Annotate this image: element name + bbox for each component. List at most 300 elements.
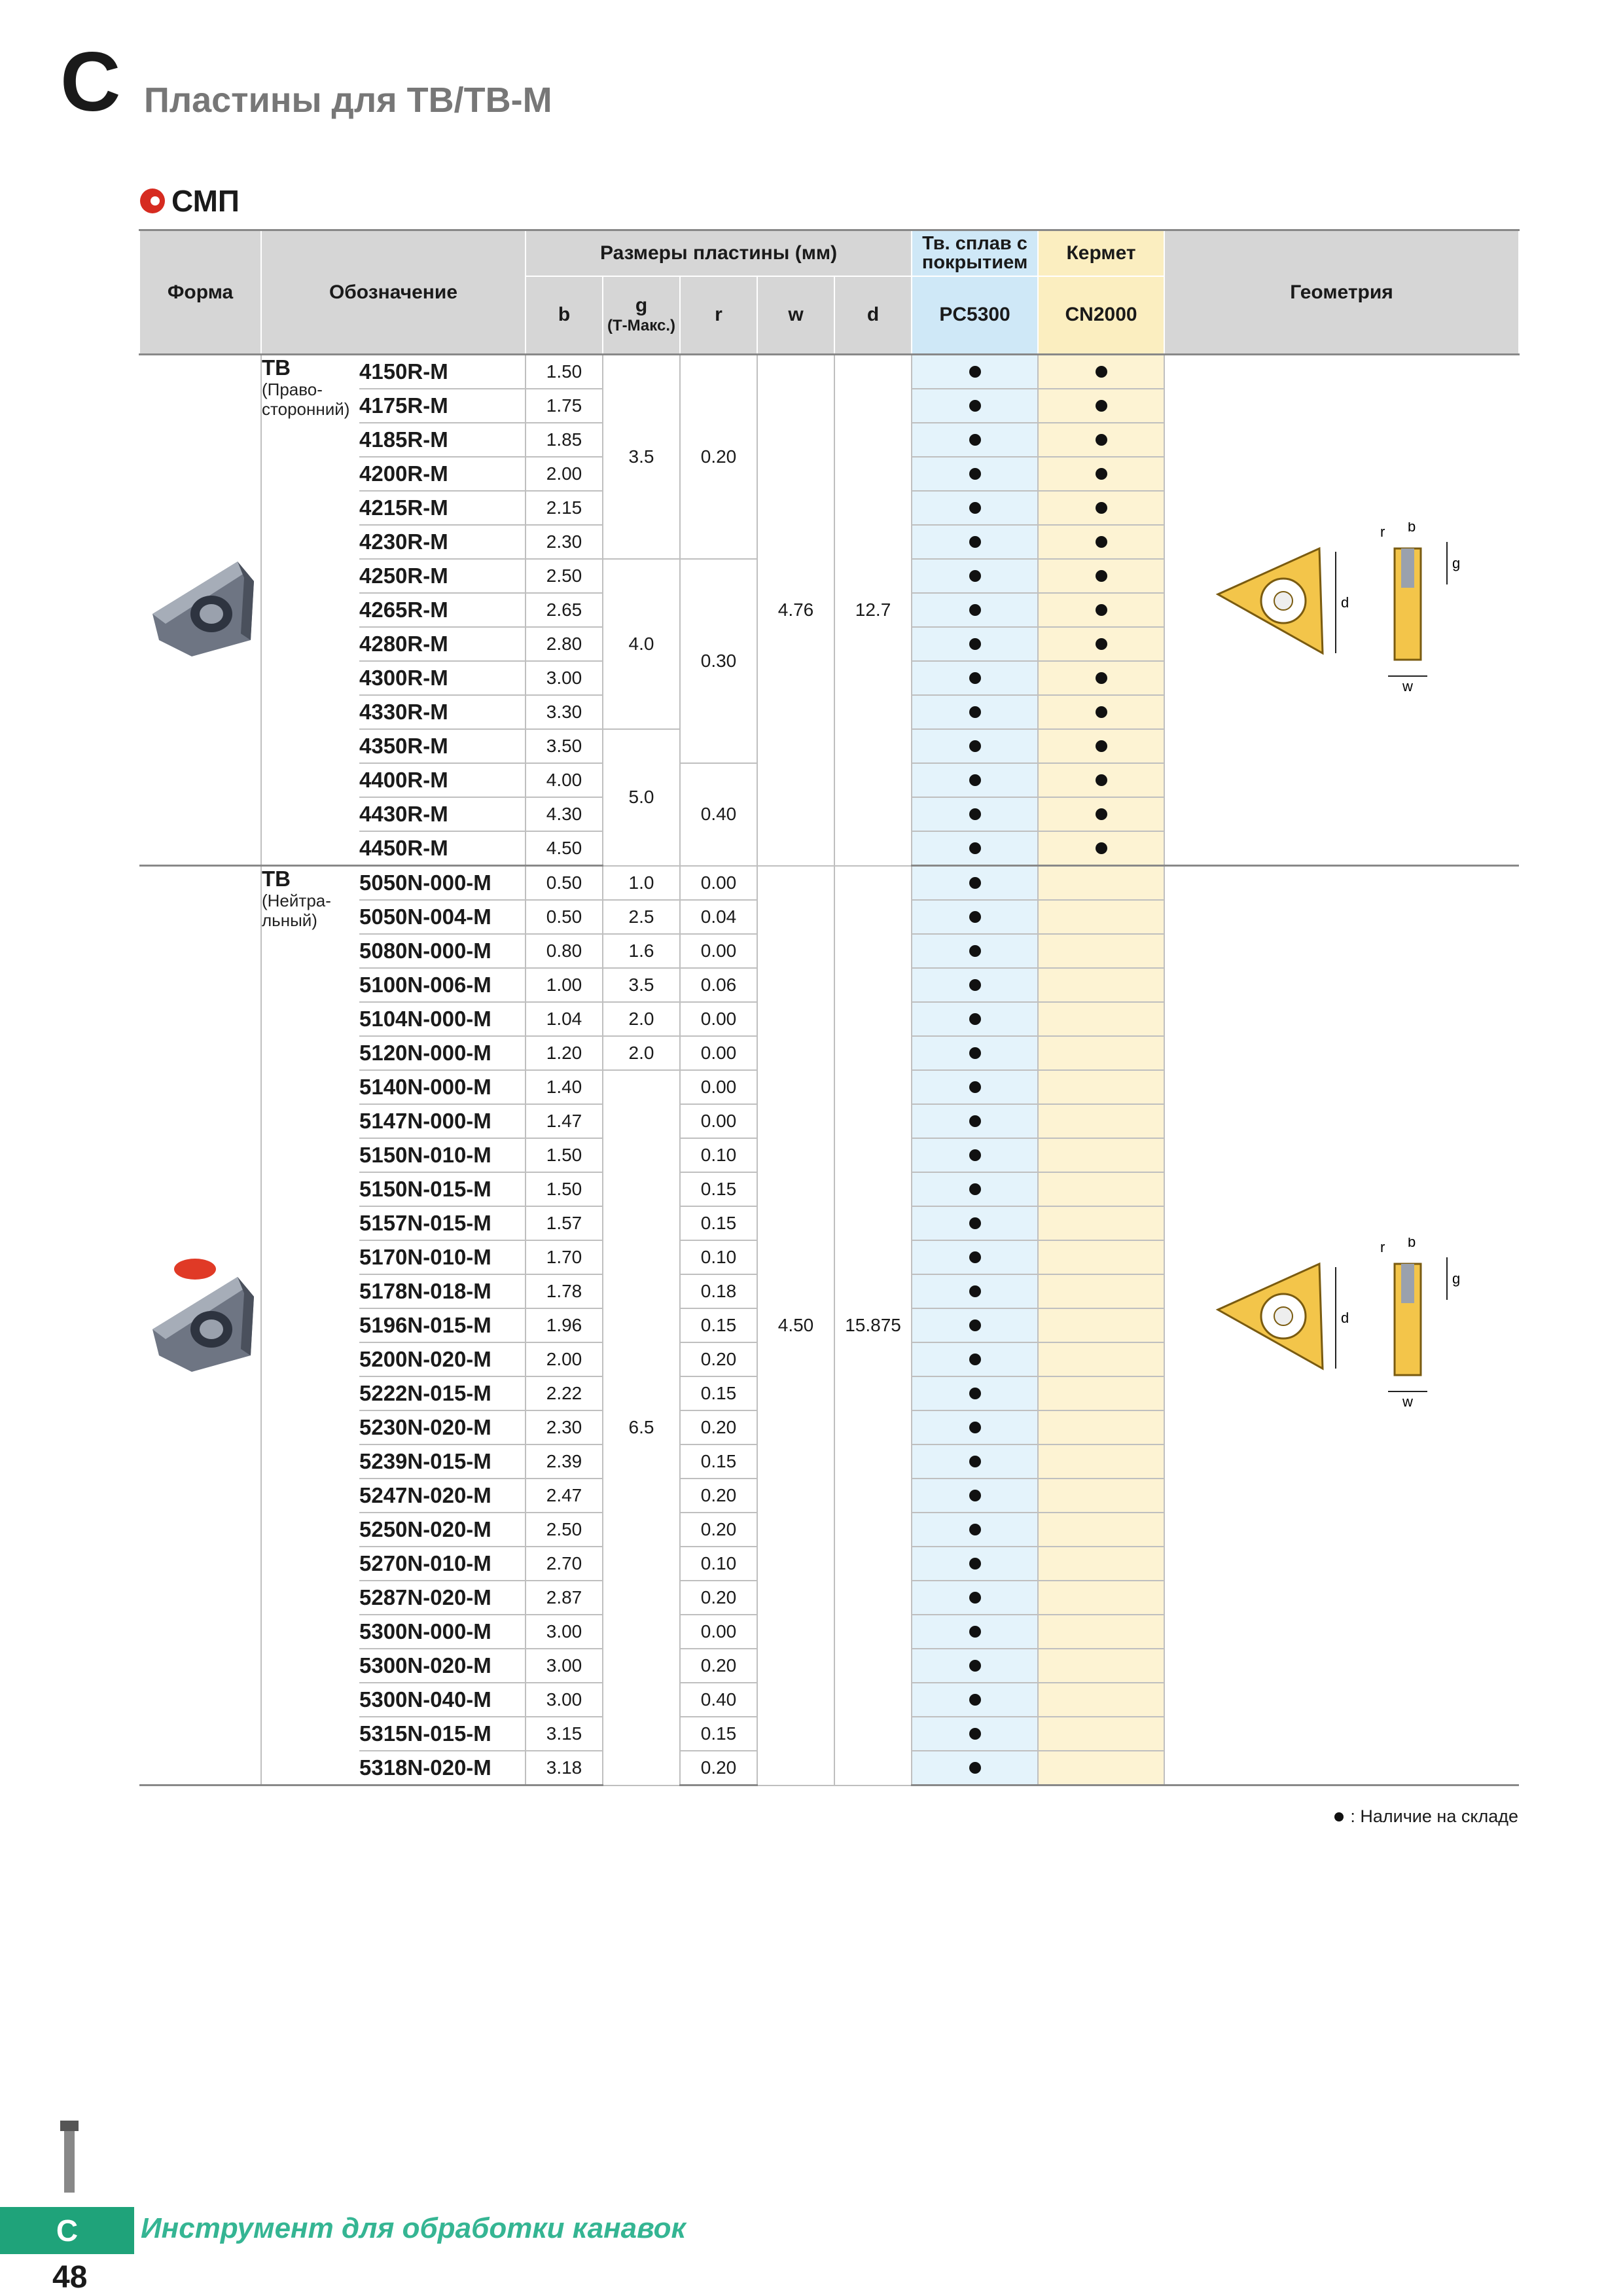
stock-dot-icon (1096, 740, 1107, 752)
code-cell: 4300R-M (359, 661, 526, 695)
stock-dot-icon (1096, 774, 1107, 786)
code-cell: 4400R-M (359, 763, 526, 797)
g-cell: 3.5 (603, 355, 680, 560)
b-cell: 1.47 (526, 1104, 603, 1138)
code-cell: 4430R-M (359, 797, 526, 831)
legend (1334, 1806, 1518, 1827)
g-cell: 2.0 (603, 1036, 680, 1070)
stock-dot-icon (969, 1660, 981, 1672)
b-cell: 0.50 (526, 866, 603, 901)
stock-cn (1038, 1104, 1164, 1138)
header-d: d (834, 276, 912, 355)
r-cell: 0.20 (680, 1479, 757, 1513)
stock-cn (1038, 1751, 1164, 1785)
b-cell: 2.15 (526, 491, 603, 525)
stock-cn (1038, 1410, 1164, 1444)
b-cell: 3.15 (526, 1717, 603, 1751)
stock-dot-icon (1334, 1812, 1344, 1821)
insert-icon (140, 188, 165, 213)
stock-dot-icon (969, 945, 981, 957)
r-cell: 0.06 (680, 968, 757, 1002)
header-grade-cn: CN2000 (1038, 276, 1164, 355)
geometry-diagram (1205, 1238, 1480, 1408)
stock-dot-icon (1096, 502, 1107, 514)
r-cell: 0.04 (680, 900, 757, 934)
r-cell: 0.10 (680, 1138, 757, 1172)
code-cell: 5300N-020-M (359, 1649, 526, 1683)
stock-cn (1038, 525, 1164, 559)
code-cell: 4215R-M (359, 491, 526, 525)
stock-pc (912, 1172, 1038, 1206)
footer-section-tab: C (0, 2207, 134, 2254)
stock-cn (1038, 491, 1164, 525)
stock-pc (912, 1649, 1038, 1683)
stock-pc (912, 661, 1038, 695)
stock-dot-icon (969, 911, 981, 923)
stock-cn (1038, 1547, 1164, 1581)
code-cell: 5300N-040-M (359, 1683, 526, 1717)
code-cell: 5270N-010-M (359, 1547, 526, 1581)
stock-cn (1038, 1444, 1164, 1479)
code-cell: 4175R-M (359, 389, 526, 423)
type-sub: (Нейтра- льный) (262, 891, 331, 930)
stock-dot-icon (969, 434, 981, 446)
dim-w: w (1402, 1393, 1413, 1408)
code-cell: 5140N-000-M (359, 1070, 526, 1104)
code-cell: 5150N-010-M (359, 1138, 526, 1172)
stock-cn (1038, 559, 1164, 593)
code-cell: 5157N-015-M (359, 1206, 526, 1240)
stock-pc (912, 593, 1038, 627)
stock-dot-icon (969, 366, 981, 378)
b-cell: 2.70 (526, 1547, 603, 1581)
code-cell: 5230N-020-M (359, 1410, 526, 1444)
stock-dot-icon (969, 706, 981, 718)
stock-cn (1038, 831, 1164, 866)
stock-cn (1038, 1479, 1164, 1513)
code-cell: 5170N-010-M (359, 1240, 526, 1274)
header-designation: Обозначение (261, 230, 526, 355)
stock-dot-icon (969, 1217, 981, 1229)
d-cell: 15.875 (834, 866, 912, 1785)
b-cell: 2.00 (526, 457, 603, 491)
b-cell: 2.80 (526, 627, 603, 661)
dim-d: d (1340, 594, 1349, 611)
r-cell: 0.40 (680, 763, 757, 866)
legend-text: : Наличие на складе (1350, 1806, 1518, 1826)
stock-dot-icon (969, 638, 981, 650)
stock-pc (912, 1206, 1038, 1240)
stock-pc (912, 1308, 1038, 1342)
stock-dot-icon (969, 400, 981, 412)
b-cell: 1.50 (526, 1138, 603, 1172)
stock-dot-icon (969, 468, 981, 480)
group-right-hand (139, 355, 1519, 866)
code-cell: 5147N-000-M (359, 1104, 526, 1138)
b-cell: 3.30 (526, 695, 603, 729)
g-cell: 2.0 (603, 1002, 680, 1036)
code-cell: 5050N-000-M (359, 866, 526, 901)
r-cell: 0.20 (680, 1513, 757, 1547)
stock-dot-icon (969, 1626, 981, 1638)
header-g-sub: (Т-Макс.) (607, 317, 675, 335)
code-cell: 4250R-M (359, 559, 526, 593)
stock-dot-icon (1096, 638, 1107, 650)
stock-cn (1038, 423, 1164, 457)
b-cell: 2.50 (526, 559, 603, 593)
code-cell: 5239N-015-M (359, 1444, 526, 1479)
type-label: TB (262, 867, 291, 891)
table-row (139, 355, 1519, 389)
stock-pc (912, 934, 1038, 968)
stock-dot-icon (969, 1388, 981, 1399)
stock-dot-icon (969, 1490, 981, 1501)
stock-cn (1038, 1649, 1164, 1683)
header-cermet: Кермет (1038, 230, 1164, 276)
b-cell: 2.30 (526, 525, 603, 559)
stock-pc (912, 1683, 1038, 1717)
stock-dot-icon (969, 1558, 981, 1570)
code-cell: 4280R-M (359, 627, 526, 661)
stock-dot-icon (969, 740, 981, 752)
header-dimensions: Размеры пластины (мм) (526, 230, 912, 276)
page-number: 48 (52, 2260, 88, 2295)
geometry-diagram (1205, 522, 1480, 692)
code-cell: 4185R-M (359, 423, 526, 457)
code-cell: 5120N-000-M (359, 1036, 526, 1070)
header-geometry: Геометрия (1164, 230, 1519, 355)
stock-pc (912, 1444, 1038, 1479)
header-g-label: g (635, 295, 648, 317)
b-cell: 2.30 (526, 1410, 603, 1444)
header-r: r (680, 276, 757, 355)
header-coated: Тв. сплав с покрытием (912, 230, 1038, 276)
form-cell (139, 866, 261, 1785)
r-cell: 0.00 (680, 866, 757, 901)
stock-dot-icon (969, 1081, 981, 1093)
stock-dot-icon (969, 1319, 981, 1331)
stock-dot-icon (1096, 604, 1107, 616)
stock-pc (912, 831, 1038, 866)
b-cell: 2.87 (526, 1581, 603, 1615)
stock-dot-icon (969, 1728, 981, 1740)
dim-d: d (1340, 1310, 1349, 1326)
stock-pc (912, 1002, 1038, 1036)
stock-dot-icon (969, 1251, 981, 1263)
grooving-tool-icon (56, 2121, 82, 2199)
stock-dot-icon (969, 1762, 981, 1774)
table-row (139, 866, 1519, 901)
insert-photo-icon (139, 542, 270, 673)
section-heading (140, 183, 240, 219)
code-cell: 5318N-020-M (359, 1751, 526, 1785)
stock-cn (1038, 1036, 1164, 1070)
header-b: b (526, 276, 603, 355)
footer-title: Инструмент для обработки канавок (141, 2212, 686, 2244)
stock-pc (912, 1581, 1038, 1615)
stock-cn (1038, 1581, 1164, 1615)
stock-pc (912, 423, 1038, 457)
stock-pc (912, 797, 1038, 831)
r-cell: 0.10 (680, 1547, 757, 1581)
code-cell: 5287N-020-M (359, 1581, 526, 1615)
stock-cn (1038, 593, 1164, 627)
stock-dot-icon (1096, 672, 1107, 684)
new-badge (174, 1259, 216, 1280)
section-letter: C (60, 35, 121, 129)
stock-cn (1038, 1308, 1164, 1342)
code-cell: 5050N-004-M (359, 900, 526, 934)
b-cell: 2.39 (526, 1444, 603, 1479)
stock-dot-icon (1096, 706, 1107, 718)
dim-r: r (1380, 524, 1385, 540)
stock-cn (1038, 1240, 1164, 1274)
r-cell: 0.40 (680, 1683, 757, 1717)
b-cell: 4.50 (526, 831, 603, 866)
stock-pc (912, 559, 1038, 593)
b-cell: 3.00 (526, 661, 603, 695)
b-cell: 1.00 (526, 968, 603, 1002)
r-cell: 0.20 (680, 355, 757, 560)
b-cell: 3.50 (526, 729, 603, 763)
stock-pc (912, 627, 1038, 661)
stock-dot-icon (1096, 468, 1107, 480)
code-cell: 5247N-020-M (359, 1479, 526, 1513)
stock-dot-icon (969, 1592, 981, 1604)
stock-dot-icon (969, 1183, 981, 1195)
w-cell: 4.50 (757, 866, 834, 1785)
g-cell: 3.5 (603, 968, 680, 1002)
type-sub: (Право- сторонний) (262, 380, 350, 419)
stock-pc (912, 729, 1038, 763)
dim-r: r (1380, 1239, 1385, 1255)
r-cell: 0.18 (680, 1274, 757, 1308)
r-cell: 0.15 (680, 1206, 757, 1240)
stock-pc (912, 1036, 1038, 1070)
b-cell: 1.96 (526, 1308, 603, 1342)
b-cell: 3.00 (526, 1683, 603, 1717)
stock-dot-icon (969, 774, 981, 786)
r-cell: 0.00 (680, 934, 757, 968)
code-cell: 4265R-M (359, 593, 526, 627)
code-cell: 5196N-015-M (359, 1308, 526, 1342)
b-cell: 3.18 (526, 1751, 603, 1785)
stock-cn (1038, 1513, 1164, 1547)
b-cell: 2.47 (526, 1479, 603, 1513)
stock-dot-icon (969, 1456, 981, 1467)
code-cell: 5315N-015-M (359, 1717, 526, 1751)
stock-pc (912, 866, 1038, 901)
b-cell: 3.00 (526, 1649, 603, 1683)
g-cell: 6.5 (603, 1070, 680, 1785)
stock-dot-icon (969, 604, 981, 616)
stock-pc (912, 1138, 1038, 1172)
stock-pc (912, 1070, 1038, 1104)
r-cell: 0.00 (680, 1104, 757, 1138)
stock-pc (912, 1410, 1038, 1444)
code-cell: 5178N-018-M (359, 1274, 526, 1308)
stock-cn (1038, 1683, 1164, 1717)
code-cell: 5150N-015-M (359, 1172, 526, 1206)
stock-pc (912, 1240, 1038, 1274)
stock-pc (912, 389, 1038, 423)
stock-dot-icon (969, 1285, 981, 1297)
stock-pc (912, 1717, 1038, 1751)
stock-dot-icon (969, 1524, 981, 1535)
stock-dot-icon (969, 1149, 981, 1161)
stock-dot-icon (969, 877, 981, 889)
stock-cn (1038, 661, 1164, 695)
b-cell: 2.50 (526, 1513, 603, 1547)
stock-cn (1038, 729, 1164, 763)
w-cell: 4.76 (757, 355, 834, 866)
stock-pc (912, 457, 1038, 491)
stock-cn (1038, 1206, 1164, 1240)
dim-g: g (1452, 555, 1460, 571)
b-cell: 1.70 (526, 1240, 603, 1274)
dim-b: b (1407, 1238, 1416, 1250)
d-cell: 12.7 (834, 355, 912, 866)
dim-g: g (1452, 1270, 1460, 1287)
header-w: w (757, 276, 834, 355)
code-cell: 4450R-M (359, 831, 526, 866)
insert-photo-icon (139, 1257, 270, 1388)
code-cell: 5100N-006-M (359, 968, 526, 1002)
stock-pc (912, 491, 1038, 525)
stock-cn (1038, 1342, 1164, 1376)
stock-cn (1038, 1002, 1164, 1036)
stock-cn (1038, 389, 1164, 423)
r-cell: 0.20 (680, 1342, 757, 1376)
b-cell: 1.50 (526, 1172, 603, 1206)
b-cell: 1.85 (526, 423, 603, 457)
r-cell: 0.20 (680, 1649, 757, 1683)
stock-cn (1038, 1376, 1164, 1410)
geometry-cell (1164, 866, 1519, 1785)
dim-b: b (1407, 522, 1416, 535)
stock-cn (1038, 797, 1164, 831)
r-cell: 0.10 (680, 1240, 757, 1274)
r-cell: 0.30 (680, 559, 757, 763)
r-cell: 0.00 (680, 1615, 757, 1649)
stock-dot-icon (1096, 400, 1107, 412)
code-cell: 4230R-M (359, 525, 526, 559)
code-cell: 5250N-020-M (359, 1513, 526, 1547)
stock-dot-icon (1096, 366, 1107, 378)
header-form: Форма (139, 230, 261, 355)
type-label: TB (262, 355, 291, 380)
stock-pc (912, 355, 1038, 389)
stock-dot-icon (969, 570, 981, 582)
stock-cn (1038, 1274, 1164, 1308)
header-g (603, 276, 680, 355)
stock-pc (912, 525, 1038, 559)
stock-dot-icon (969, 1694, 981, 1706)
code-cell: 4200R-M (359, 457, 526, 491)
stock-dot-icon (969, 1422, 981, 1433)
stock-cn (1038, 866, 1164, 901)
stock-cn (1038, 763, 1164, 797)
stock-pc (912, 1479, 1038, 1513)
g-cell: 4.0 (603, 559, 680, 729)
code-cell: 4350R-M (359, 729, 526, 763)
r-cell: 0.15 (680, 1172, 757, 1206)
stock-dot-icon (969, 808, 981, 820)
code-cell: 4150R-M (359, 355, 526, 389)
stock-pc (912, 1615, 1038, 1649)
code-cell: 5222N-015-M (359, 1376, 526, 1410)
stock-dot-icon (969, 502, 981, 514)
b-cell: 2.00 (526, 1342, 603, 1376)
form-cell (139, 355, 261, 866)
b-cell: 2.65 (526, 593, 603, 627)
b-cell: 0.80 (526, 934, 603, 968)
stock-dot-icon (969, 672, 981, 684)
stock-cn (1038, 968, 1164, 1002)
geometry-cell (1164, 355, 1519, 866)
r-cell: 0.00 (680, 1002, 757, 1036)
stock-pc (912, 1547, 1038, 1581)
stock-pc (912, 763, 1038, 797)
stock-pc (912, 695, 1038, 729)
type-cell (261, 355, 359, 866)
stock-pc (912, 1513, 1038, 1547)
stock-dot-icon (1096, 536, 1107, 548)
stock-dot-icon (969, 842, 981, 854)
r-cell: 0.20 (680, 1581, 757, 1615)
code-cell: 4330R-M (359, 695, 526, 729)
group-neutral (139, 866, 1519, 1785)
stock-pc (912, 1751, 1038, 1785)
r-cell: 0.00 (680, 1036, 757, 1070)
b-cell: 1.50 (526, 355, 603, 389)
b-cell: 1.75 (526, 389, 603, 423)
g-cell: 1.6 (603, 934, 680, 968)
b-cell: 1.20 (526, 1036, 603, 1070)
r-cell: 0.00 (680, 1070, 757, 1104)
b-cell: 3.00 (526, 1615, 603, 1649)
b-cell: 1.40 (526, 1070, 603, 1104)
b-cell: 1.04 (526, 1002, 603, 1036)
stock-pc (912, 1342, 1038, 1376)
stock-cn (1038, 934, 1164, 968)
stock-dot-icon (969, 536, 981, 548)
stock-dot-icon (969, 1013, 981, 1025)
r-cell: 0.20 (680, 1410, 757, 1444)
header-grade-pc: PC5300 (912, 276, 1038, 355)
code-cell: 5080N-000-M (359, 934, 526, 968)
page-title: Пластины для TB/TB-M (144, 81, 552, 120)
r-cell: 0.15 (680, 1444, 757, 1479)
stock-pc (912, 1376, 1038, 1410)
stock-cn (1038, 355, 1164, 389)
stock-cn (1038, 1615, 1164, 1649)
code-cell: 5300N-000-M (359, 1615, 526, 1649)
stock-cn (1038, 900, 1164, 934)
b-cell: 1.78 (526, 1274, 603, 1308)
stock-cn (1038, 1138, 1164, 1172)
stock-dot-icon (969, 1047, 981, 1059)
stock-dot-icon (1096, 434, 1107, 446)
stock-dot-icon (1096, 808, 1107, 820)
stock-pc (912, 1274, 1038, 1308)
r-cell: 0.15 (680, 1717, 757, 1751)
stock-cn (1038, 457, 1164, 491)
r-cell: 0.15 (680, 1308, 757, 1342)
stock-pc (912, 1104, 1038, 1138)
stock-pc (912, 900, 1038, 934)
b-cell: 2.22 (526, 1376, 603, 1410)
